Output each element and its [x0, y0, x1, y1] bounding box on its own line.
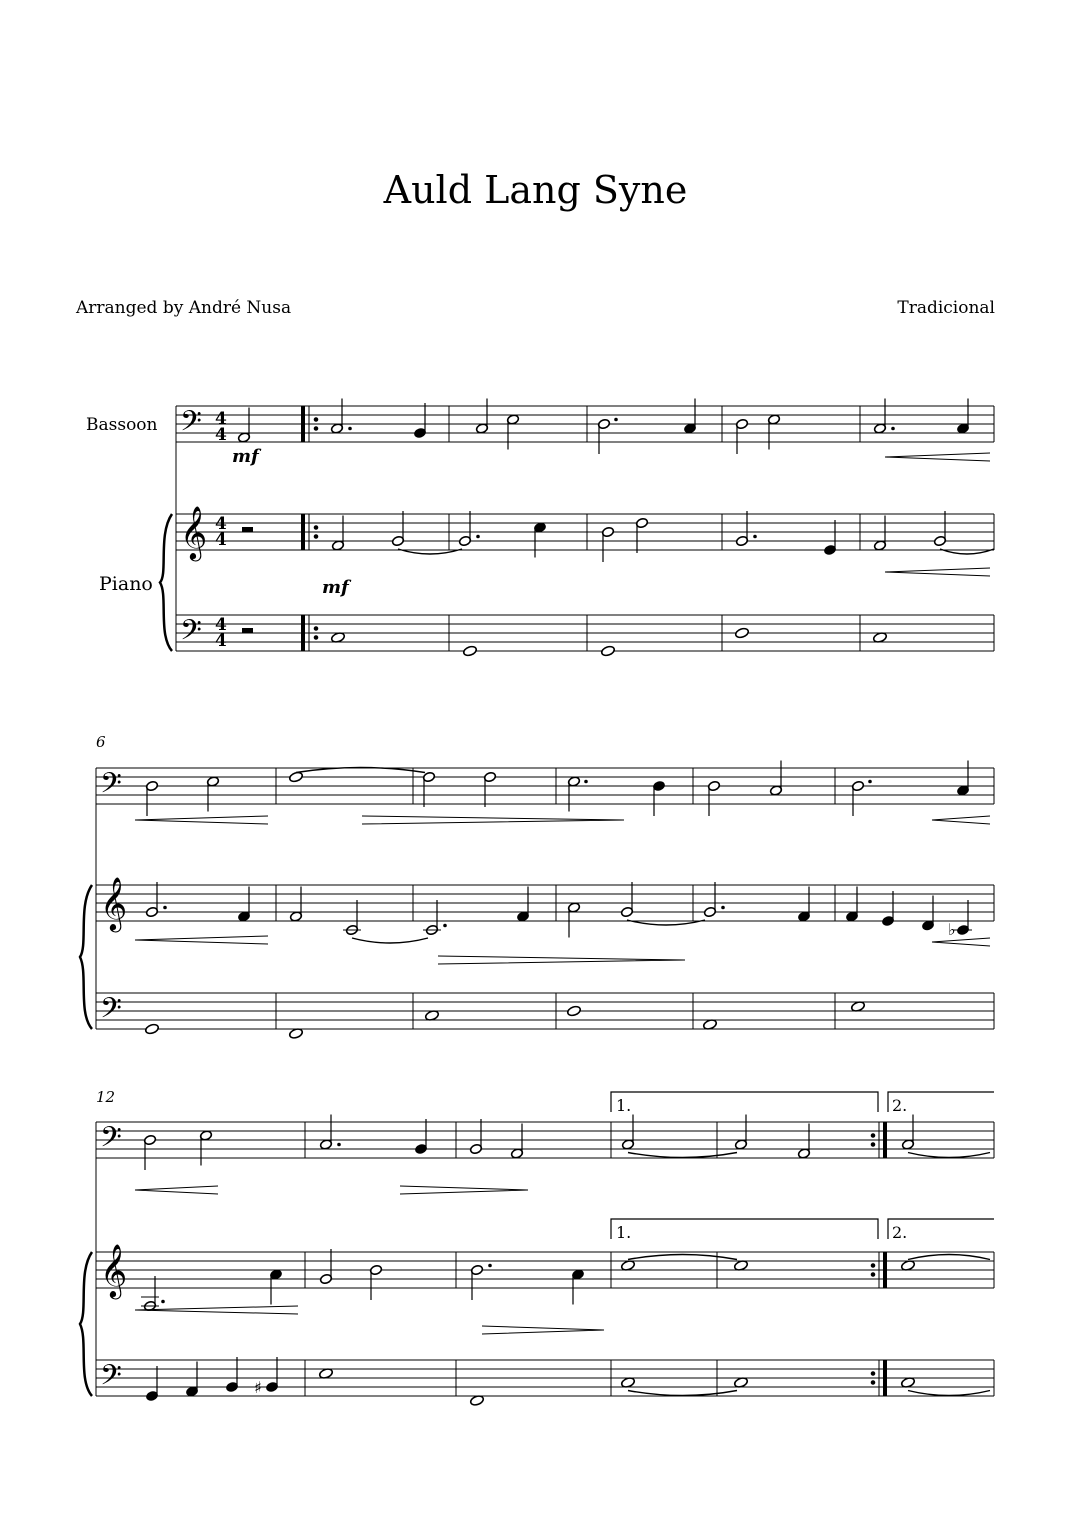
tie	[352, 938, 428, 943]
piano-label: Piano	[99, 573, 153, 595]
augmentation-dot	[891, 427, 895, 431]
treble-clef: 𝄞	[100, 1243, 128, 1297]
note-head	[735, 627, 750, 639]
tie	[628, 1153, 737, 1158]
note-head	[463, 645, 478, 657]
crescendo-hairpin	[885, 453, 990, 461]
piano-brace	[160, 514, 172, 651]
note-head	[145, 1023, 160, 1035]
tie	[908, 1255, 990, 1260]
piano-lh-rest	[242, 628, 253, 633]
repeat-dot	[314, 427, 318, 431]
piano-brace	[80, 1252, 92, 1396]
crescendo-hairpin	[932, 938, 990, 946]
composer-credit: Tradicional	[897, 298, 995, 318]
repeat-dot	[871, 1372, 875, 1376]
tie	[908, 1391, 990, 1396]
note-head	[289, 771, 304, 783]
flat-accidental: ♭	[948, 920, 956, 939]
bass-clef: 𝄢	[180, 614, 202, 654]
bass-clef: 𝄢	[100, 992, 122, 1032]
decrescendo-hairpin	[482, 1326, 604, 1334]
augmentation-dot	[163, 906, 167, 910]
repeat-dot	[871, 1381, 875, 1385]
treble-clef: 𝄞	[100, 876, 128, 930]
piano-lh-time-den: 4	[215, 631, 227, 651]
crescendo-hairpin	[932, 816, 990, 824]
repeat-dot	[314, 526, 318, 530]
repeat-dot	[871, 1264, 875, 1268]
bassoon-time-den: 4	[215, 425, 227, 445]
bassoon-time-num: 4	[215, 409, 227, 429]
piano-dynamic-mf: mf	[322, 577, 349, 598]
crescendo-hairpin	[135, 1306, 298, 1314]
tie	[628, 1391, 737, 1396]
piano-rh-time-den: 4	[215, 530, 227, 550]
augmentation-dot	[753, 535, 757, 539]
repeat-dot	[871, 1273, 875, 1277]
decrescendo-hairpin	[438, 956, 685, 964]
tie	[908, 1153, 990, 1158]
augmentation-dot	[868, 780, 872, 784]
volta-brackets	[611, 1092, 994, 1239]
repeat-dot	[871, 1143, 875, 1147]
bass-clef: 𝄢	[100, 767, 122, 807]
measure-number-6: 6	[96, 733, 106, 751]
volta-1-piano: 1.	[616, 1223, 632, 1242]
augmentation-dot	[721, 906, 725, 910]
piano-rh-rest	[242, 527, 253, 532]
piano-lh-time-num: 4	[215, 615, 227, 635]
bass-clef: 𝄢	[100, 1121, 122, 1161]
treble-clef: 𝄞	[180, 505, 208, 559]
note-head	[601, 645, 616, 657]
repeat-dot	[871, 1134, 875, 1138]
augmentation-dot	[488, 1264, 492, 1268]
augmentation-dot	[337, 1143, 341, 1147]
clefs	[80, 405, 207, 1399]
decrescendo-hairpin	[362, 816, 624, 824]
piano-rh-time-num: 4	[215, 514, 227, 534]
volta-2-bassoon: 2.	[892, 1096, 908, 1115]
repeat-dot	[314, 636, 318, 640]
volta-1-bracket-piano	[611, 1219, 878, 1239]
augmentation-dot	[348, 427, 352, 431]
repeat-dot	[314, 418, 318, 422]
augmentation-dot	[476, 535, 480, 539]
volta-1-bassoon: 1.	[616, 1096, 632, 1115]
crescendo-hairpin	[135, 1186, 218, 1194]
crescendo-hairpin	[135, 816, 268, 824]
repeat-dot	[314, 535, 318, 539]
page-title: Auld Lang Syne	[383, 168, 688, 212]
decrescendo-hairpin	[400, 1186, 528, 1194]
volta-2-piano: 2.	[892, 1223, 908, 1242]
augmentation-dot	[161, 1300, 165, 1304]
tie	[628, 1255, 737, 1260]
augmentation-dot	[614, 418, 618, 422]
bassoon-dynamic-mf: mf	[232, 446, 259, 467]
augmentation-dot	[584, 780, 588, 784]
barlines	[96, 406, 994, 1396]
volta-1-bracket-bassoon	[611, 1092, 878, 1112]
note-head	[567, 1005, 582, 1017]
staff-lines	[96, 406, 994, 1396]
crescendo-hairpin	[885, 568, 990, 576]
bassoon-label: Bassoon	[86, 415, 158, 435]
crescendo-hairpin	[135, 936, 268, 944]
measure-number-12: 12	[96, 1088, 116, 1106]
augmentation-dot	[443, 924, 447, 928]
arranger-credit: Arranged by André Nusa	[76, 298, 292, 318]
bass-clef: 𝄢	[100, 1359, 122, 1399]
piano-brace	[80, 885, 92, 1029]
repeat-dot	[314, 627, 318, 631]
sharp-accidental: ♯	[254, 1378, 262, 1397]
bass-clef: 𝄢	[180, 405, 202, 445]
